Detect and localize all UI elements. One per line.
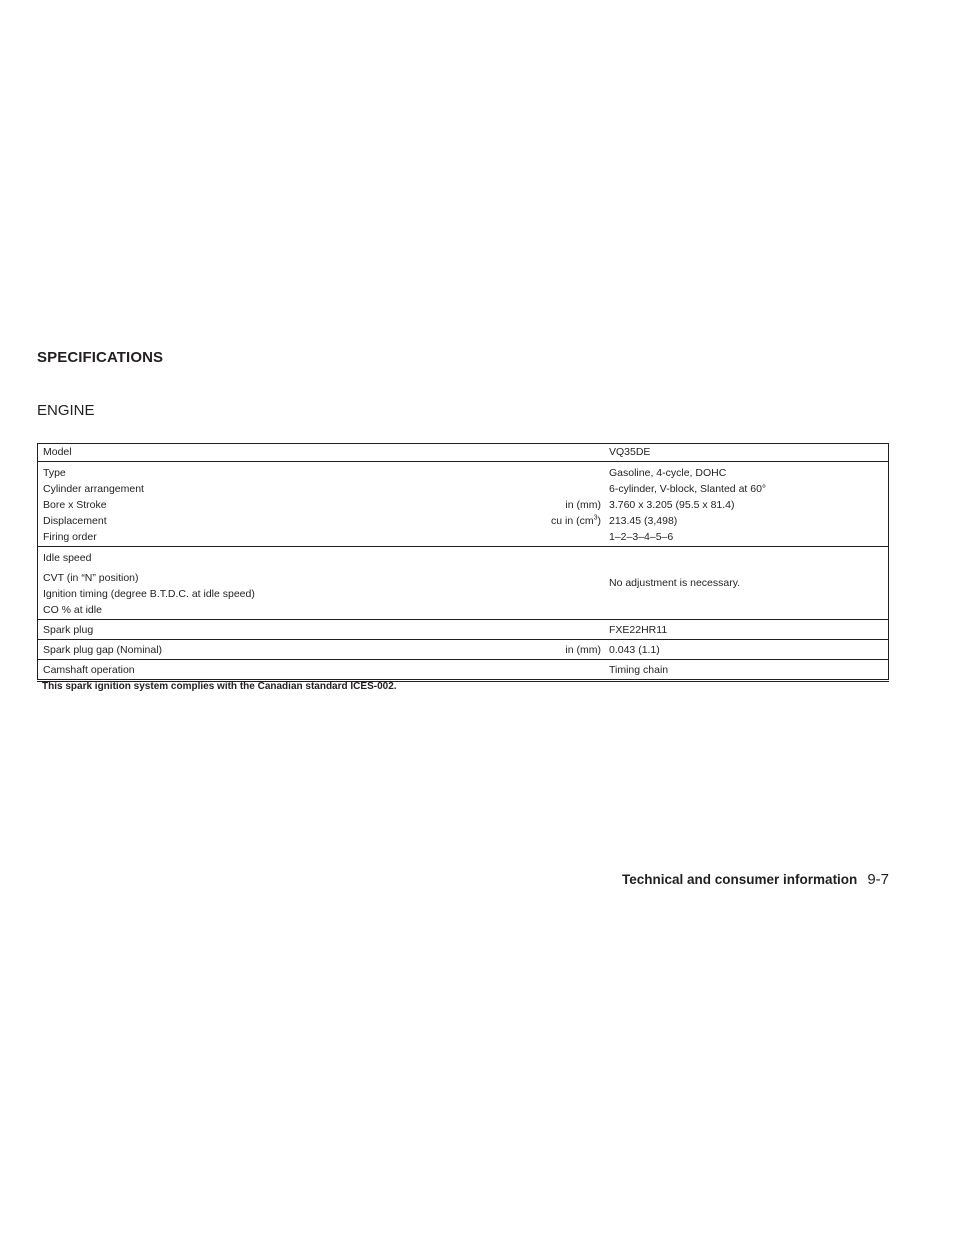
- table-row: [37, 465, 889, 481]
- row-label: Cylinder arrangement: [43, 483, 144, 495]
- row-label: Spark plug: [43, 624, 94, 636]
- table-row: [37, 497, 889, 513]
- page-number: 9-7: [867, 871, 889, 888]
- table-row: [37, 642, 889, 658]
- table-group-idle: [37, 547, 889, 620]
- table-row: [37, 622, 889, 638]
- row-value: 6-cylinder, V-block, Slanted at 60°: [609, 483, 767, 495]
- row-label: CO % at idle: [43, 604, 102, 616]
- table-group-spark-plug-gap: [37, 640, 889, 660]
- row-label: Spark plug gap (Nominal): [43, 644, 163, 656]
- merged-value: No adjustment is necessary.: [609, 577, 741, 589]
- table-row: [37, 550, 889, 570]
- table-group-spark-plug: [37, 620, 889, 640]
- row-value: Gasoline, 4-cycle, DOHC: [609, 467, 727, 479]
- table-group-engine-basics: [37, 462, 889, 547]
- sub-title: ENGINE: [37, 402, 95, 419]
- section-title: SPECIFICATIONS: [37, 349, 164, 366]
- row-label: CVT (in “N” position): [43, 572, 139, 584]
- row-value: 1–2–3–4–5–6: [609, 531, 674, 543]
- row-value: Timing chain: [609, 664, 669, 676]
- table-row: [37, 662, 889, 678]
- row-value: VQ35DE: [609, 446, 651, 458]
- row-unit: in (mm): [565, 644, 601, 656]
- row-label: Firing order: [43, 531, 97, 543]
- row-unit: in (mm): [565, 499, 601, 511]
- page-footer: [622, 871, 889, 888]
- row-value: 213.45 (3,498): [609, 515, 678, 527]
- row-label: Bore x Stroke: [43, 499, 107, 511]
- table-row: [37, 444, 889, 461]
- table-row: [37, 529, 889, 545]
- table-row: [37, 586, 889, 602]
- compliance-footnote: This spark ignition system complies with the Canadian standard ICES-002.: [42, 681, 397, 692]
- row-value: 0.043 (1.1): [609, 644, 660, 656]
- table-row: [37, 481, 889, 497]
- row-value: FXE22HR11: [609, 624, 668, 636]
- row-label: Camshaft operation: [43, 664, 135, 676]
- footer-chapter-title: Technical and consumer information: [622, 872, 858, 887]
- row-label: Idle speed: [43, 552, 92, 564]
- table-row: [37, 570, 889, 586]
- row-unit: cu in $(cm^3)$: [551, 514, 601, 527]
- row-label: Ignition timing (degree B.T.D.C. at idle speed): [43, 588, 255, 600]
- table-row: [37, 513, 889, 529]
- row-label: Model: [43, 446, 72, 458]
- row-value: 3.760 x 3.205 (95.5 x 81.4): [609, 499, 735, 511]
- table-group-camshaft: [37, 660, 889, 679]
- engine-spec-table: [37, 443, 889, 682]
- table-group-model: [37, 444, 889, 462]
- row-label: Type: [43, 467, 66, 479]
- table-row: [37, 602, 889, 618]
- row-label: Displacement: [43, 515, 107, 527]
